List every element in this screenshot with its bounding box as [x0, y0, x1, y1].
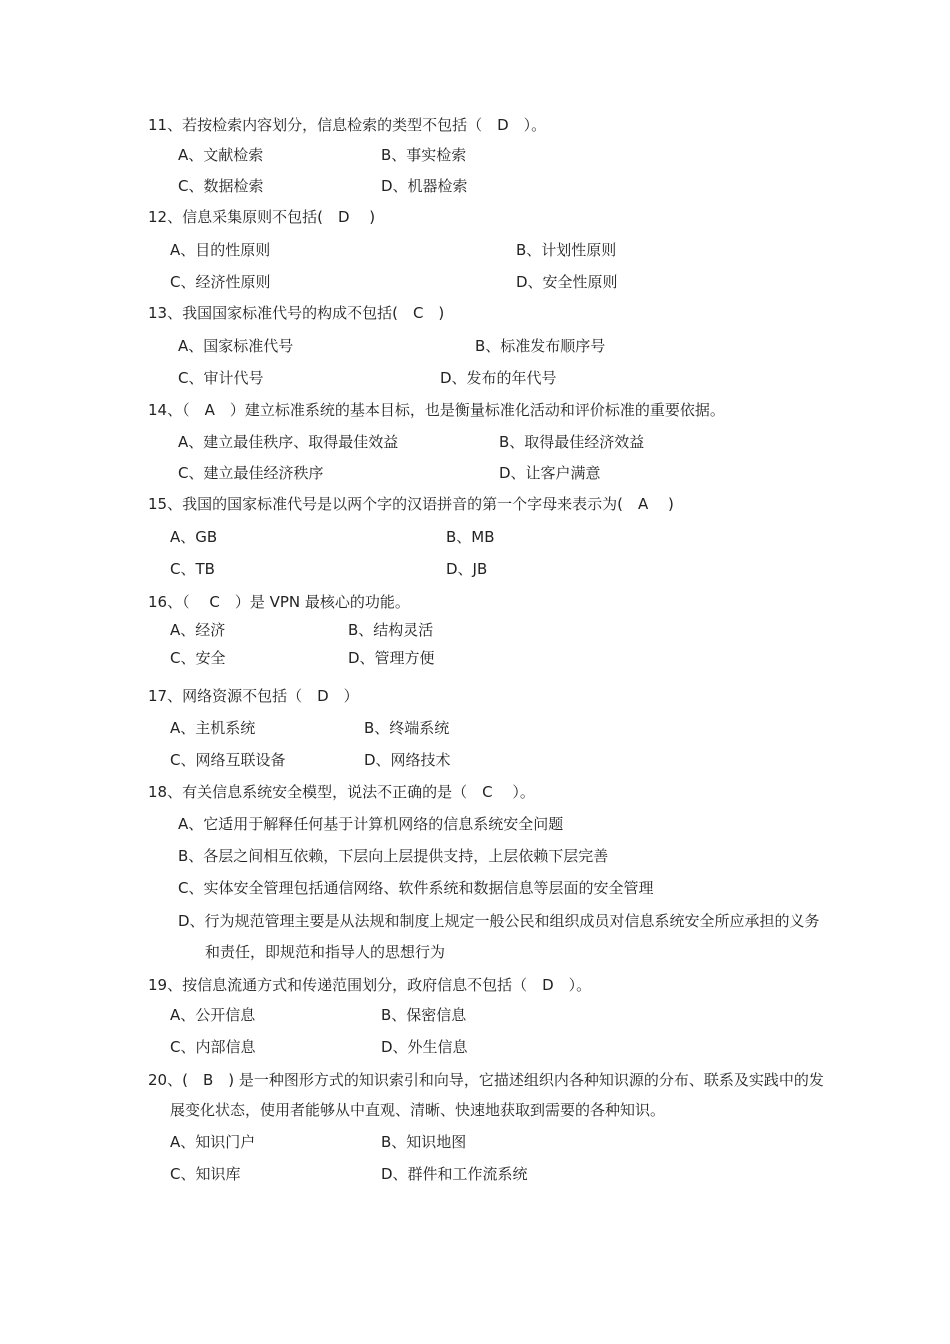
question-17-option-a: A、主机系统: [170, 719, 256, 737]
question-16-option-a: A、经济: [170, 621, 226, 639]
question-12-stem: 12、信息采集原则不包括( D ): [148, 208, 376, 226]
question-12-option-d: D、安全性原则: [516, 273, 618, 291]
question-17-option-c: C、网络互联设备: [170, 751, 286, 769]
question-18-option-a: A、它适用于解释任何基于计算机网络的信息系统安全问题: [178, 815, 564, 833]
question-11-option-a: A、文献检索: [178, 146, 264, 164]
question-20-stem: 20、( B ) 是一种图形方式的知识索引和向导，它描述组织内各种知识源的分布、联系及实践中的发: [148, 1071, 824, 1089]
question-16-option-b: B、结构灵活: [348, 621, 434, 639]
question-19-option-c: C、内部信息: [170, 1038, 256, 1056]
question-12-option-c: C、经济性原则: [170, 273, 271, 291]
question-13-option-a: A、国家标准代号: [178, 337, 294, 355]
question-17-option-d: D、网络技术: [364, 751, 451, 769]
question-16-stem: 16、（ C ）是 VPN 最核心的功能。: [148, 593, 410, 611]
question-14-stem: 14、（ A ）建立标准系统的基本目标，也是衡量标准化活动和评价标准的重要依据。: [148, 401, 725, 419]
question-19-option-d: D、外生信息: [381, 1038, 468, 1056]
question-13-option-d: D、发布的年代号: [440, 369, 557, 387]
question-18-option-d-continuation: 和责任，即规范和指导人的思想行为: [205, 943, 446, 961]
question-11-option-d: D、机器检索: [381, 177, 468, 195]
question-13-option-b: B、标准发布顺序号: [475, 337, 606, 355]
question-16-option-d: D、管理方便: [348, 649, 435, 667]
question-15-option-a: A、GB: [170, 528, 218, 546]
question-20-option-a: A、知识门户: [170, 1133, 256, 1151]
question-18-option-c: C、实体安全管理包括通信网络、软件系统和数据信息等层面的安全管理: [178, 879, 654, 897]
question-15-option-c: C、TB: [170, 560, 215, 578]
question-18-stem: 18、有关信息系统安全模型，说法不正确的是（ C ）。: [148, 783, 535, 801]
question-20-option-b: B、知识地图: [381, 1133, 467, 1151]
question-14-option-c: C、建立最佳经济秩序: [178, 464, 324, 482]
question-14-option-b: B、取得最佳经济效益: [499, 433, 645, 451]
question-19-option-b: B、保密信息: [381, 1006, 467, 1024]
question-14-option-a: A、建立最佳秩序、取得最佳效益: [178, 433, 399, 451]
question-17-option-b: B、终端系统: [364, 719, 450, 737]
question-20-option-d: D、群件和工作流系统: [381, 1165, 528, 1183]
question-19-stem: 19、按信息流通方式和传递范围划分，政府信息不包括（ D ）。: [148, 976, 592, 994]
question-18-option-b: B、各层之间相互依赖，下层向上层提供支持，上层依赖下层完善: [178, 847, 609, 865]
question-14-option-d: D、让客户满意: [499, 464, 601, 482]
question-12-option-b: B、计划性原则: [516, 241, 617, 259]
question-19-option-a: A、公开信息: [170, 1006, 256, 1024]
question-20-option-c: C、知识库: [170, 1165, 241, 1183]
question-15-option-b: B、MB: [446, 528, 495, 546]
question-18-option-d: D、行为规范管理主要是从法规和制度上规定一般公民和组织成员对信息系统安全所应承担的义务: [178, 912, 820, 930]
question-13-stem: 13、我国国家标准代号的构成不包括( C ): [148, 304, 445, 322]
question-16-option-c: C、安全: [170, 649, 226, 667]
question-13-option-c: C、审计代号: [178, 369, 264, 387]
question-11-option-b: B、事实检索: [381, 146, 467, 164]
question-17-stem: 17、网络资源不包括（ D ）: [148, 687, 359, 705]
question-15-option-d: D、JB: [446, 560, 488, 578]
question-12-option-a: A、目的性原则: [170, 241, 271, 259]
question-11-option-c: C、数据检索: [178, 177, 264, 195]
question-11-stem: 11、若按检索内容划分，信息检索的类型不包括（ D ）。: [148, 116, 547, 134]
question-15-stem: 15、我国的国家标准代号是以两个字的汉语拼音的第一个字母来表示为( A ): [148, 495, 674, 513]
question-20-stem-continuation: 展变化状态，使用者能够从中直观、清晰、快速地获取到需要的各种知识。: [170, 1101, 666, 1119]
